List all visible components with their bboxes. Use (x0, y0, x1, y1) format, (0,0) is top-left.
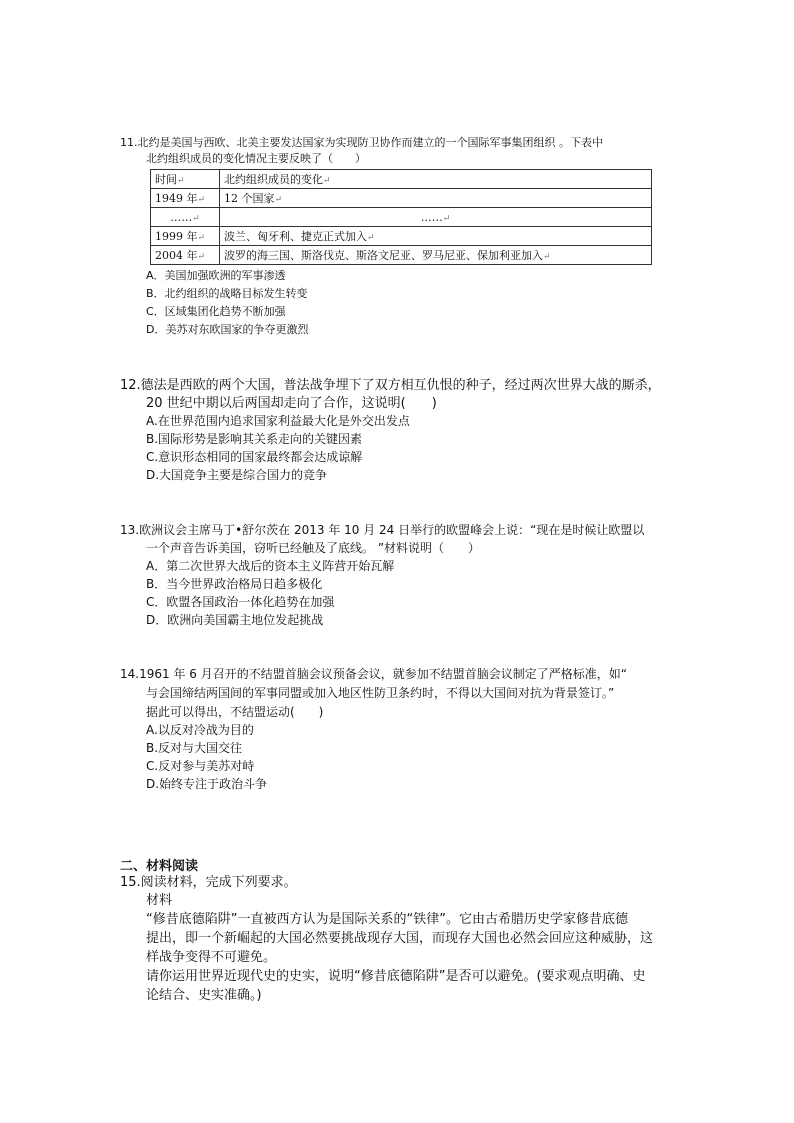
q13-option-c: C．欧盟各国政治一体化趋势在加强 (146, 595, 335, 609)
nato-membership-table (150, 169, 652, 265)
table-cell: 1949 年↵ (151, 189, 220, 208)
table-row (151, 227, 652, 246)
q14-stem-line-2: 与会国缔结两国间的军事同盟或加入地区性防卫条约时，不得以大国间对抗为背景签订。” (146, 686, 615, 700)
q13-stem-line-1: 13.欧洲议会主席马丁•舒尔茨在 2013 年 10 月 24 日举行的欧盟峰会上说：“现在是时候让欧盟以 (120, 523, 645, 537)
table-cell: 波罗的海三国、斯洛伐克、斯洛文尼亚、罗马尼亚、保加利亚加入↵ (220, 246, 652, 265)
q11-stem-line-1: 11.北约是美国与西欧、北美主要发达国家为实现防卫协作而建立的一个国际军事集团组织 。下表中 (120, 136, 603, 149)
q15-material-label: 材料 (146, 893, 173, 908)
table-cell: 2004 年↵ (151, 246, 220, 265)
table-cell: ……↵ (220, 208, 652, 227)
q15-requirement-line-2: 论结合、史实准确。) (146, 988, 262, 1003)
q15-stem: 15.阅读材料，完成下列要求。 (120, 875, 297, 890)
table-header-cell: 时间↵ (151, 170, 220, 189)
q11-option-d: D．美苏对东欧国家的争夺更激烈 (146, 323, 309, 336)
q13-option-b: B．当今世界政治格局日趋多极化 (146, 577, 323, 591)
q14-stem-line-3: 据此可以得出，不结盟运动( ) (146, 705, 324, 719)
q15-material-line-3: 样战争变得不可避免。 (146, 950, 277, 965)
q13-stem-line-2: 一个声音告诉美国，窃听已经触及了底线。 ”材料说明（ ） (146, 541, 481, 555)
q12-option-b: B.国际形势是影响其关系走向的关键因素 (146, 432, 363, 446)
q11-option-c: C．区域集团化趋势不断加强 (146, 305, 286, 318)
table-cell: 波兰、匈牙利、捷克正式加入↵ (220, 227, 652, 246)
q13-option-a: A．第二次世界大战后的资本主义阵营开始瓦解 (146, 559, 395, 573)
q14-option-d: D.始终专注于政治斗争 (146, 777, 268, 791)
table-cell: 1999 年↵ (151, 227, 220, 246)
q15-material-line-2: 提出，即一个新崛起的大国必然要挑战现存大国，而现存大国也必然会回应这种威胁，这 (146, 931, 654, 946)
q12-stem-line-1: 12.德法是西欧的两个大国，普法战争埋下了双方相互仇恨的种子，经过两次世界大战的厮杀， (120, 378, 661, 393)
q11-option-a: A．美国加强欧洲的军事渗透 (146, 269, 286, 282)
table-cell: 12 个国家↵ (220, 189, 652, 208)
table-header-row (151, 170, 652, 189)
q12-stem-line-2: 20 世纪中期以后两国却走向了合作，这说明( ) (146, 396, 437, 411)
table-row (151, 208, 652, 227)
q13-option-d: D．欧洲向美国霸主地位发起挑战 (146, 613, 324, 627)
q12-option-d: D.大国竞争主要是综合国力的竞争 (146, 468, 328, 482)
q14-option-a: A.以反对冷战为目的 (146, 723, 254, 737)
q14-option-c: C.反对参与美苏对峙 (146, 759, 255, 773)
q12-option-a: A.在世界范围内追求国家利益最大化是外交出发点 (146, 414, 410, 428)
table-row (151, 189, 652, 208)
q11-stem-line-2: 北约组织成员的变化情况主要反映了（ ） (146, 152, 366, 165)
q14-stem-line-1: 14.1961 年 6 月召开的不结盟首脑会议预备会议，就参加不结盟首脑会议制定了严格标准，如“ (120, 667, 627, 681)
q15-material-line-1: “修昔底德陷阱”一直被西方认为是国际关系的“铁律”。它由古希腊历史学家修昔底德 (146, 912, 628, 927)
table-row (151, 246, 652, 265)
table-header-cell: 北约组织成员的变化↵ (220, 170, 652, 189)
table-cell: ……↵ (151, 208, 220, 227)
q14-option-b: B.反对与大国交往 (146, 741, 243, 755)
q15-requirement-line-1: 请你运用世界近现代史的史实，说明“修昔底德陷阱”是否可以避免。(要求观点明确、史 (146, 969, 646, 984)
q12-option-c: C.意识形态相同的国家最终都会达成谅解 (146, 450, 363, 464)
section-title: 二、材料阅读 (120, 859, 199, 874)
q11-option-b: B．北约组织的战略目标发生转变 (146, 287, 308, 300)
